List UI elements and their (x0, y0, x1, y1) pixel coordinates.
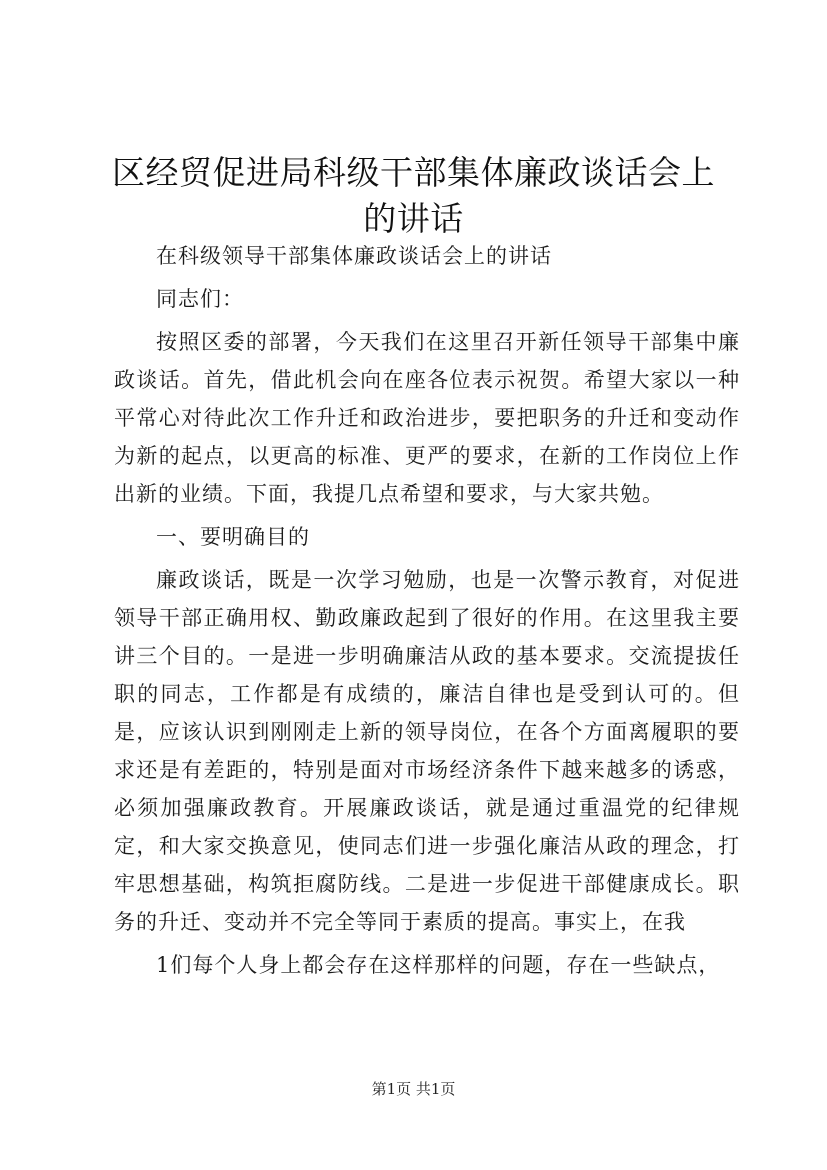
paragraph-intro: 按照区委的部署，今天我们在这里召开新任领导干部集中廉政谈话。首先，借此机会向在座各位表示祝贺。希望大家以一种平常心对待此次工作升迁和政治进步，要把职务的升迁和变动作为新的起点，以更高的标准、更严的要求，在新的工作岗位上作出新的业绩。下面，我提几点希望和要求，与大家共勉。 (114, 330, 740, 506)
paragraph-subtitle: 在科级领导干部集体廉政谈话会上的讲话 (156, 244, 552, 268)
paragraph-continued: 1们每个人身上都会存在这样那样的问题，存在一些缺点， (156, 953, 721, 977)
section-heading: 一、要明确目的 (156, 525, 310, 549)
document-title: 区经贸促进局科级干部集体廉政谈话会上的讲话 (112, 153, 715, 238)
document-body (114, 237, 740, 989)
paragraph-purpose: 廉政谈话，既是一次学习勉励，也是一次警示教育，对促进领导干部正确用权、勤政廉政起到了很好的作用。在这里我主要讲三个目的。一是进一步明确廉洁从政的基本要求。交流提拔任职的同志，工作都是有成绩的，廉洁自律也是受到认可的。但是，应该认识到刚刚走上新的领导岗位，在各个方面离履职的要求还是有差距的，特别是面对市场经济条件下越来越多的诱惑，必须加强廉政教育。开展廉政谈话，就是通过重温党的纪律规定，和大家交换意见，使同志们进一步强化廉洁从政的理念，打牢思想基础，构筑拒腐防线。二是进一步促进干部健康成长。职务的升迁、变动并不完全等同于素质的提高。事实上，在我 (114, 568, 740, 934)
page-footer: 第1页 共1页 (371, 1080, 456, 1098)
paragraph-salutation: 同志们： (156, 287, 244, 311)
